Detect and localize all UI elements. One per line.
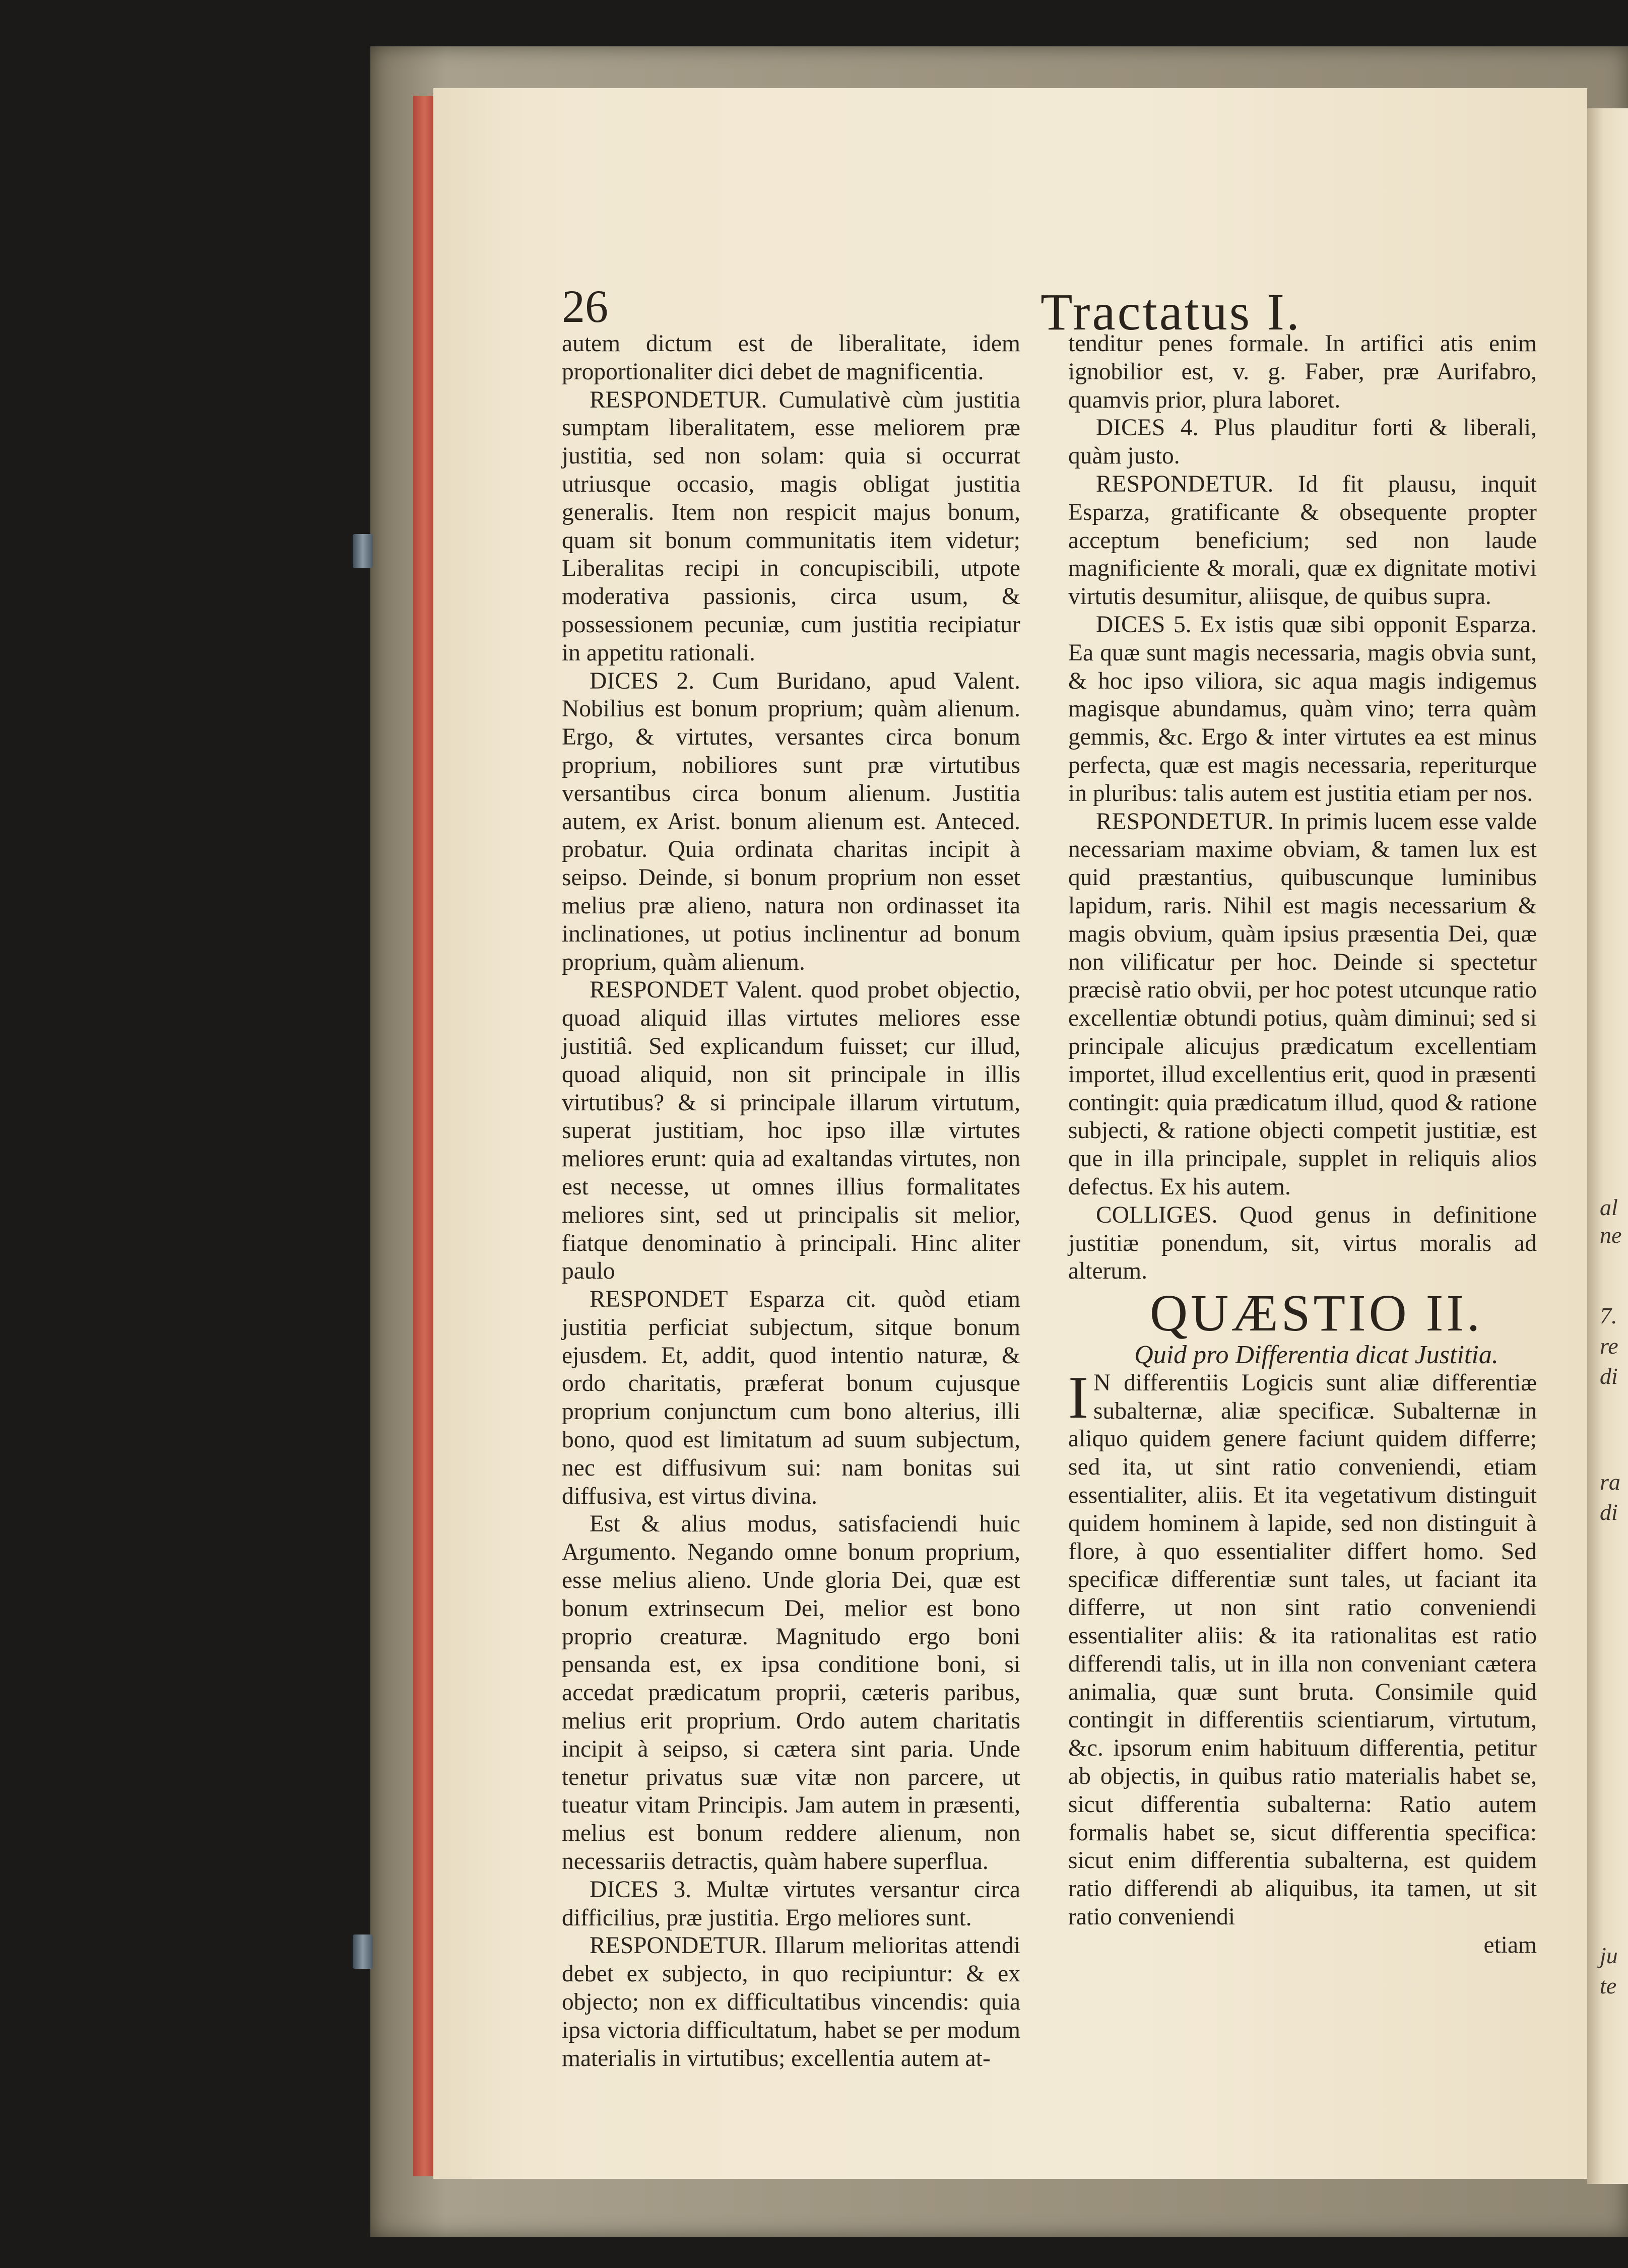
paragraph: COLLIGES. Quod genus in definitione justitiæ ponendum, sit, virtus moralis ad alterum.	[1068, 1202, 1537, 1285]
fragment: te	[1600, 1973, 1617, 1998]
question-heading: QUÆSTIO II.	[1149, 1284, 1483, 1343]
paragraph: DICES 4. Plus plauditur forti & liberali, quàm justo.	[1068, 415, 1537, 470]
fragment: ne	[1600, 1222, 1622, 1248]
fragment: ra	[1600, 1469, 1620, 1495]
running-title: Tractatus I.	[1040, 283, 1301, 341]
clasp-lower	[353, 1935, 373, 1969]
question-body	[1068, 1363, 1537, 1931]
paragraph: RESPONDET Esparza cit. quòd etiam justitia perficiat subjectum, sitque bonum ejusdem. Et, addit, quod intentio naturæ, & ordo charitatis, præferat bonum cujusque proprium conjunctum cum bono alterius, illi bono, quod est limitatum ad suum subjectum, nec est diffusivum sui: nam bonitas sui diffusiva, est virtus divina.	[562, 1286, 1020, 1509]
fragment: re	[1600, 1333, 1618, 1359]
paragraph: Est & alius modus, satisfaciendi huic Argumento. Negando omne bonum proprium, esse melius alieno. Unde gloria Dei, quæ est bonum extrinsecum Dei, melior est bono proprio creaturæ. Magnitudo ergo boni pensanda est, ex ipsa conditione boni, si accedat prædicatum proprii, cæteris paribus, melius erit proprium. Ordo autem charitatis incipit à seipso, si cætera sint paria. Unde tenetur privatus suæ vitæ non parcere, ut tueatur vitam Principis. Jam autem in præsenti, melius est bonum reddere alienum, non necessariis detractis, quàm habere superflua.	[562, 1511, 1020, 1875]
paragraph: RESPONDETUR. Id fit plausu, inquit Esparza, gratificante & obsequente propter acceptum beneficium; sed non laude magnificiente & morali, quæ ex dignitate motivi virtutis desumitur, aliisque, de quibus supra.	[1068, 471, 1537, 610]
question-subtitle: Quid pro Differentia dicat Justitia.	[1134, 1341, 1499, 1370]
right-column	[1068, 330, 1537, 1960]
paragraph: DICES 3. Multæ virtutes versantur circa difficilius, præ justitia. Ergo meliores sunt.	[562, 1876, 1020, 1931]
paragraph: RESPONDETUR. In primis lucem esse valde necessariam maxime obviam, & tamen lux est quid præstantius, quibuscunque luminibus lapidum, raris. Nihil est magis necessarium & magis obvium, quàm ipsius præsentia Dei, quæ non vilificatur per hoc. Deinde si spectetur præcisè ratio obvii, per hoc potest utcunque ratio excellentiæ obtundi potius, quàm diminui; sed si principale alicujus prædicatum excellentiam importet, illud excellentius erit, quod in præsenti contingit: quia prædicatum illud, quod & ratione subjecti, & ratione objecti competit justitiæ, est que in illa principale, supplet in reliquis alios defectus. Ex his autem.	[1068, 808, 1537, 1200]
question-body-text: N differentiis Logicis sunt aliæ differentiæ subalternæ, aliæ specificæ. Subalternæ in aliquo quidem genere faciunt quidem differre; sed ita, ut sint ratio conveniendi, etiam essentialiter, aliis. Et ita vegetativum distinguit quidem hominem à lapide, sed non distinguit à flore, à quo essentialiter differt homo. Sed specificæ differentiæ sunt tales, ut faciant ita differre, ut non sint ratio conveniendi essentialiter aliis: & ita rationalitas est ratio differendi talis, ut in illa non conveniant cætera animalia, quæ sunt bruta. Consimile quid contingit in differentiis scientiarum, virtutum, &c. ipsorum enim habituum differentia, petitur ab objectis, in quibus ratio materialis habet se, sicut differentia subalterna: Ratio autem formalis habet se, sicut differentia specifica: sicut enim differentia subalterna, est quidem ratio differendi ab aliquibus, ita tamen, ut sit ratio conveniendi	[1068, 1369, 1537, 1930]
clasp-upper	[353, 534, 373, 568]
fragment: di	[1600, 1363, 1618, 1389]
paragraph: autem dictum est de liberalitate, idem proportionaliter dici debet de magnificentia.	[562, 330, 1020, 385]
paragraph: RESPONDET Valent. quod probet objectio, quoad aliquid illas virtutes meliores esse justitiâ. Sed explicandum fuisset; cur illud, quoad aliquid, non sit principale in illis virtutibus? & si principale illarum virtutum, superat justitiam, hoc ipso illæ virtutes meliores erunt: quia ad exaltandas virtutes, non est necesse, ut omnes illius formalitates meliores sint, sed ut principalis sit melior, fiatque denominatio à principali. Hinc aliter paulo	[562, 977, 1020, 1285]
drop-cap: I	[1068, 1363, 1088, 1431]
book-page	[433, 88, 1587, 2179]
fragment: 7.	[1600, 1303, 1617, 1328]
fragment: al	[1600, 1194, 1618, 1220]
paragraph: DICES 2. Cum Buridano, apud Valent. Nobilius est bonum proprium; quàm alienum. Ergo, & virtutes, versantes circa bonum proprium, nobiliores sunt præ virtutibus versantibus circa bonum alienum. Justitia autem, ex Arist. bonum alienum est. Anteced. probatur. Quia ordinata charitas incipit à seipso. Deinde, si bonum proprium non esset melius præ alieno, natura non ordinasset ita inclinationes, ut potius inclinentur ad bonum proprium, quàm alienum.	[562, 668, 1020, 975]
paragraph: RESPONDETUR. Illarum melioritas attendi debet ex subjecto, in quo recipiuntur: & ex objecto; non ex difficultatibus vincendis: quia ipsa victoria difficultatum, habet se per modum materialis in virtutibus; excellentia autem at-	[562, 1932, 1020, 2072]
left-column	[562, 330, 1020, 2073]
paragraph: RESPONDETUR. Cumulativè cùm justitia sumptam liberalitatem, esse meliorem præ justitia, sed non solam: quia si occurrat utriusque occasio, magis obligat justitia generalis. Item non respicit majus bonum, quam sit bonum communitatis item videtur; Liberalitas recipi in concupiscibili, utpote moderativa passionis, circa usum, & possessionem pecuniæ, cum justitia recipiatur in appetitu rationali.	[562, 386, 1020, 666]
paragraph: DICES 5. Ex istis quæ sibi opponit Esparza. Ea quæ sunt magis necessaria, magis obvia sunt, & hoc ipso viliora, sic aqua magis indigemus magisque abundamus, quàm vino; terra quàm gemmis, &c. Ergo & inter virtutes ea est minus perfecta, quæ est magis necessaria, reperiturque in pluribus: talis autem est justitia etiam per nos.	[1068, 611, 1537, 807]
paragraph: tenditur penes formale. In artifici atis enim ignobilior est, v. g. Faber, præ Aurifabro, quamvis prior, plura laboret.	[1068, 330, 1537, 413]
page-number: 26	[562, 281, 608, 332]
fragment: di	[1600, 1499, 1618, 1525]
page-header	[562, 194, 1519, 341]
facing-page-edge	[1587, 108, 1628, 2184]
catchword: etiam	[1483, 1931, 1537, 1958]
fragment: ju	[1600, 1943, 1618, 1968]
